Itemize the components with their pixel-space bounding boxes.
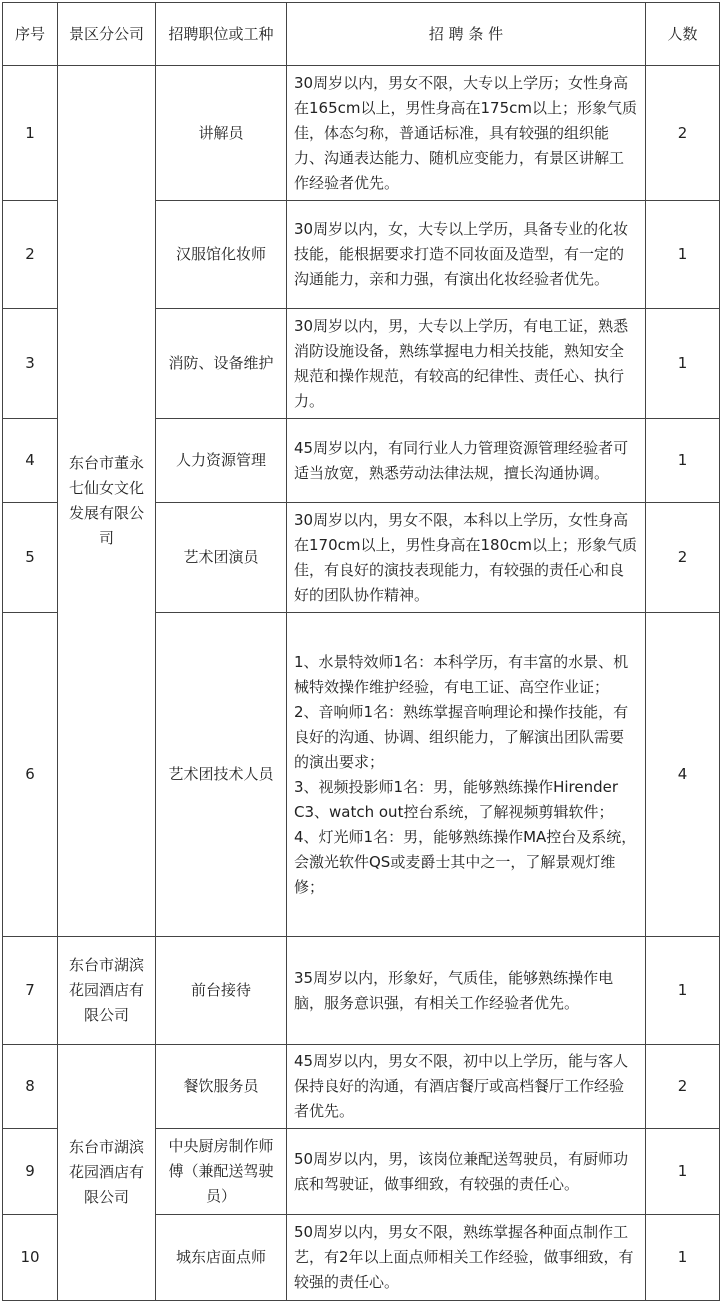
row-count: 4 (646, 613, 720, 937)
row-position: 餐饮服务员 (156, 1045, 287, 1129)
row-requirements: 50周岁以内，男，该岗位兼配送驾驶员，有厨师功底和驾驶证，做事细致，有较强的责任心。 (287, 1129, 646, 1215)
row-position: 人力资源管理 (156, 419, 287, 503)
row-requirements: 35周岁以内，形象好，气质佳，能够熟练操作电脑，服务意识强，有相关工作经验者优先。 (287, 937, 646, 1045)
row-no: 1 (3, 66, 58, 201)
row-count: 1 (646, 419, 720, 503)
row-position: 艺术团演员 (156, 503, 287, 613)
header-company: 景区分公司 (58, 3, 156, 66)
row-no: 2 (3, 201, 58, 309)
table-row (3, 1045, 720, 1129)
recruitment-table (2, 2, 720, 1301)
row-requirements: 30周岁以内，男女不限，大专以上学历；女性身高在165cm以上，男性身高在175cm以上；形象气质佳，体态匀称，普通话标准，具有较强的组织能力、沟通表达能力、随机应变能力，有景区讲解工作经验者优先。 (287, 66, 646, 201)
row-count: 2 (646, 66, 720, 201)
requirement-line: 1、水景特效师1名：本科学历，有丰富的水景、机械特效操作维护经验，有电工证、高空作业证； (294, 652, 629, 696)
row-count: 1 (646, 201, 720, 309)
company-cell: 东台市湖滨花园酒店有限公司 (58, 937, 156, 1045)
row-requirements: 50周岁以内，男女不限，熟练掌握各种面点制作工艺，有2年以上面点师相关工作经验，做事细致，有较强的责任心。 (287, 1215, 646, 1301)
header-position: 招聘职位或工种 (156, 3, 287, 66)
row-count: 2 (646, 503, 720, 613)
row-requirements (287, 613, 646, 937)
row-no: 9 (3, 1129, 58, 1215)
row-position: 中央厨房制作师傅（兼配送驾驶员） (156, 1129, 287, 1215)
header-no: 序号 (3, 3, 58, 66)
row-requirements: 30周岁以内，男，大专以上学历，有电工证，熟悉消防设施设备，熟练掌握电力相关技能，熟知安全规范和操作规范，有较高的纪律性、责任心、执行力。 (287, 309, 646, 419)
row-position: 城东店面点师 (156, 1215, 287, 1301)
row-count: 1 (646, 309, 720, 419)
row-requirements: 30周岁以内，女，大专以上学历，具备专业的化妆技能，能根据要求打造不同妆面及造型，有一定的沟通能力，亲和力强，有演出化妆经验者优先。 (287, 201, 646, 309)
company-cell: 东台市湖滨花园酒店有限公司 (58, 1045, 156, 1301)
row-no: 10 (3, 1215, 58, 1301)
row-position: 讲解员 (156, 66, 287, 201)
row-requirements: 45周岁以内，有同行业人力管理资源管理经验者可适当放宽，熟悉劳动法律法规，擅长沟通协调。 (287, 419, 646, 503)
row-position: 汉服馆化妆师 (156, 201, 287, 309)
row-position: 消防、设备维护 (156, 309, 287, 419)
header-row (3, 3, 720, 66)
table-row (3, 66, 720, 201)
row-count: 1 (646, 1129, 720, 1215)
row-no: 4 (3, 419, 58, 503)
requirement-line: 4、灯光师1名：男，能够熟练操作MA控台及系统，会激光软件QS或麦爵士其中之一，了解景观灯维修； (294, 827, 637, 896)
row-requirements: 30周岁以内，男女不限，本科以上学历，女性身高在170cm以上，男性身高在180cm以上；形象气质佳，有良好的演技表现能力，有较强的责任心和良好的团队协作精神。 (287, 503, 646, 613)
row-position: 艺术团技术人员 (156, 613, 287, 937)
requirement-line: 2、音响师1名：熟练掌握音响理论和操作技能，有良好的沟通、协调、组织能力，了解演出团队需要的演出要求； (294, 702, 629, 771)
row-no: 7 (3, 937, 58, 1045)
header-requirements: 招 聘 条 件 (287, 3, 646, 66)
row-no: 6 (3, 613, 58, 937)
company-cell: 东台市董永七仙女文化发展有限公司 (58, 66, 156, 937)
requirement-line: 3、视频投影师1名：男，能够熟练操作Hirender C3、watch out控台系统，了解视频剪辑软件； (294, 777, 619, 821)
row-count: 2 (646, 1045, 720, 1129)
row-position: 前台接待 (156, 937, 287, 1045)
row-requirements: 45周岁以内，男女不限，初中以上学历，能与客人保持良好的沟通，有酒店餐厅或高档餐厅工作经验者优先。 (287, 1045, 646, 1129)
header-count: 人数 (646, 3, 720, 66)
row-no: 3 (3, 309, 58, 419)
table-row (3, 937, 720, 1045)
row-count: 1 (646, 1215, 720, 1301)
row-no: 5 (3, 503, 58, 613)
row-no: 8 (3, 1045, 58, 1129)
row-count: 1 (646, 937, 720, 1045)
